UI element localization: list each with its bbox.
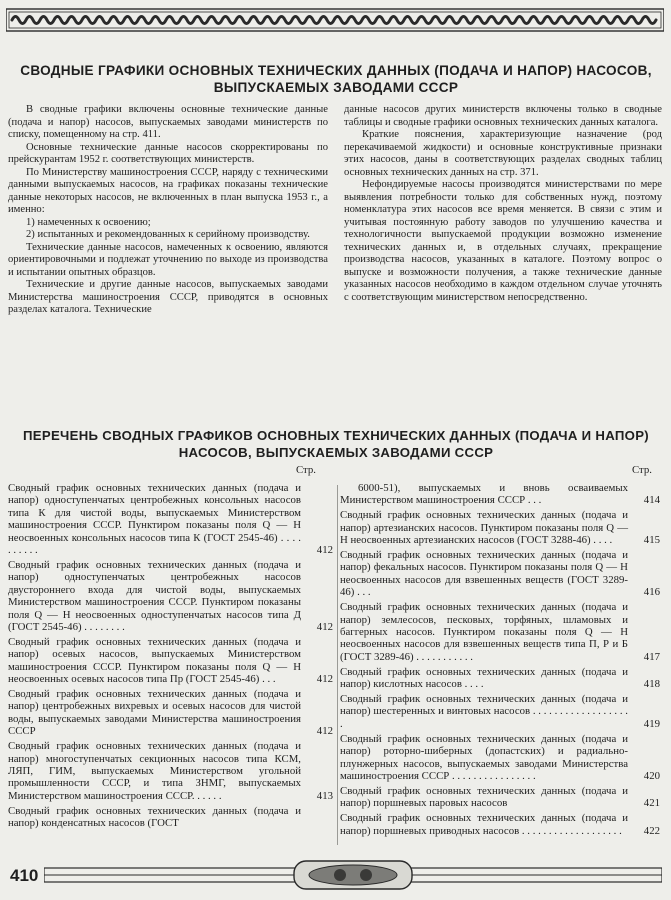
toc-entry-page: 417 [643,650,660,663]
toc-entry-text: Сводный график основных технических данных (подача и напор) одноступенчатых центробежных консольных насосов типа К для чистой воды, выпускаемых Министерством машиностроения СССР. Пунктиром показаны поля Q — H неосвоенных консольных насосов типа К (ГОСТ 2545-46) . . . . . . . . . . [8,482,301,557]
toc-entry-page: 412 [316,673,333,686]
toc-entry [8,482,333,556]
page-column-label: Стр. [632,464,653,476]
toc-entry-text: Сводный график основных технических данных (подача и напор) артезианских насосов. Пунктиром показаны поля Q — H неосвоенных артезианских насосов (ГОСТ 3288-46) . . . . [340,509,628,547]
toc-entry-text: Сводный график основных технических данных (подача и напор) роторно-шиберных (допастских) и радиально-плунжерных насосов, выпускаемых заводами Министерства машиностроения СССР . . . . . . . . . . . . . . . . [340,732,628,782]
toc-entry-text: 6000-51), выпускаемых и вновь осваиваемых Министерством машиностроения СССР . . . [340,482,628,507]
toc-entry-text: Сводный график основных технических данных (подача и напор) многоступенчатых секционных насосов типа КСМ, ЛЯП, ГИМ, выпускаемых Министерством угольной промышленности СССР, и типа ЗНМГ, выпускаемых Министерством машиностроения СССР. . . . . . [8,740,301,802]
intro-paragraph: Нефондируемые насосы производятся министерствами по мере выявления потребности только для собственных нужд, поэтому номенклатура этих насосов все время меняется. В связи с этим и учитывая постоянную работу заводов по улучшению качества и технологичности выпускаемой продукции возможно изменение технических данных и, в отдельных случаях, прекращение производства насосов, указанных в каталоге. Поэтому вопрос о выпуске и возможности получения, а также технические данные указанных насосов необходимо в каждом отдельном случае уточнять с соответствующим министерством непосредственно. [344,179,662,303]
toc-entry-page: 422 [643,824,660,837]
toc-entry-text: Сводный график основных технических данных (подача и напор) конденсатных насосов (ГОСТ [8,804,301,830]
toc-entry-text: Сводный график основных технических данных (подача и напор) землесосов, песковых, торфяных, шламовых и баггерных насосов. Пунктиром показаны поля Q — H неосвоенных насосов для взвешенных веществ типа П, Р и Б (ГОСТ 3289-46) . . . . . . . . . . . [340,601,628,663]
toc-entry-page: 412 [316,725,333,738]
toc-left-column [8,482,333,832]
top-ornament-border [6,8,664,32]
toc-entry [340,785,660,810]
toc-entry-text: Сводный график основных технических данных (подача и напор) осевых насосов, выпускаемых Министерством машиностроения СССР. Пунктиром показаны поля Q — H неосвоенных осевых насосов типа Пр (ГОСТ 2545-46) . . . [8,635,301,686]
intro-paragraph: В сводные графики включены основные технические данные (подача и напор) насосов, выпускаемых заводами министерств по списку, помещенному на стр. 411. [8,104,328,140]
toc-entry [340,812,660,837]
toc-entry-page: 421 [643,797,660,810]
toc-entry [8,805,333,830]
intro-right-column [344,104,662,304]
toc-entry-text: Сводный график основных технических данных (подача и напор) шестеренных и винтовых насосов . . . . . . . . . . . . . . . . . . . [340,693,628,730]
toc-entry-page: 412 [316,620,333,633]
toc-entry [340,482,660,507]
intro-list-item: 1) намеченных к освоению; [26,216,151,228]
toc-entry [8,559,333,633]
toc-entry-page: 419 [643,717,660,730]
toc-entry [340,601,660,663]
page-column-label: Стр. [296,464,317,476]
toc-entry-text: Сводный график основных технических данных (подача и напор) кислотных насосов . . . . [340,665,628,691]
toc-entry-page: 413 [316,789,333,802]
toc-entry-text: Сводный график основных технических данных (подача и напор) поршневых приводных насосов . . . . . . . . . . . . . . . . . . . [340,812,628,837]
page-title: СВОДНЫЕ ГРАФИКИ ОСНОВНЫХ ТЕХНИЧЕСКИХ ДАННЫХ (ПОДАЧА И НАПОР) НАСОСОВ, ВЫПУСКАЕМЫХ ЗАВОДАМИ СССР [20,63,652,95]
intro-left-column [8,104,328,317]
toc-entry-page: 412 [316,544,333,557]
toc-right-column [340,482,660,839]
toc-entry [8,636,333,686]
toc-entry [340,733,660,783]
toc-entry-page: 415 [643,534,660,547]
intro-paragraph: Технические и другие данные насосов, выпускаемых заводами Министерства машиностроения СССР, приводятся в основных разделах каталога. Технические [8,279,328,315]
intro-list-item: 2) испытанных и рекомендованных к серийному производству. [26,229,310,240]
toc-entry [340,666,660,691]
intro-paragraph: По Министерству машиностроения СССР, наряду с техническими данными выпускаемых насосов, на графиках показаны технические данные некоторых насосов, не включенных в план выпуска 1953 г., а именно: [8,166,328,215]
toc-entry [8,740,333,802]
toc-entry-text: Сводный график основных технических данных (подача и напор) фекальных насосов. Пунктиром показаны поля Q — H неосвоенных насосов для взвешенных веществ (ГОСТ 3289-46) . . . [340,549,628,599]
toc-entry-text: Сводный график основных технических данных (подача и напор) одноступенчатых центробежных насосов двустороннего входа для чистой воды, выпускаемых Министерством машиностроения СССР. Пунктиром показаны поля Q — H неосвоенных одноступенчатых насосов типа Д (ГОСТ 2545-46) . . . . . . . . [8,558,301,633]
toc-entry [340,509,660,546]
toc-entry-page: 414 [643,494,660,507]
intro-paragraph: Краткие пояснения, характеризующие назначение (род перекачиваемой жидкости) и основные конструктивные признаки этих насосов, даны в соответствующих разделах сводных таблиц основных технических данных на стр. 371. [344,129,662,178]
toc-entry-page: 418 [643,678,660,691]
toc-entry-page: 416 [643,586,660,599]
toc-title: ПЕРЕЧЕНЬ СВОДНЫХ ГРАФИКОВ ОСНОВНЫХ ТЕХНИЧЕСКИХ ДАННЫХ (ПОДАЧА И НАПОР) НАСОСОВ, ВЫПУСКАЕМЫХ ЗАВОДАМИ СССР [22,428,650,460]
toc-entry-text: Сводный график основных технических данных (подача и напор) поршневых паровых насосов [340,784,628,810]
intro-paragraph: данные насосов других министерств включены только в сводные таблицы и сводные графики основных технических данных каталога. [344,104,662,128]
toc-entry [340,549,660,599]
intro-paragraph: Основные технические данные насосов скорректированы по прейскурантам 1952 г. соответствующих министерств. [8,141,328,165]
column-divider [337,485,338,845]
bottom-ornament-border [44,860,662,890]
toc-entry-text: Сводный график основных технических данных (подача и напор) центробежных вихревых и осевых насосов для чистой воды, выпускаемых заводами Министерства машиностроения СССР [8,688,301,738]
intro-paragraph: Технические данные насосов, намеченных к освоению, являются ориентировочными и подлежат уточнению по выходе из производства и испытании опытных образцов. [8,241,328,278]
page-number: 410 [10,866,39,885]
toc-entry [8,688,333,738]
toc-entry [340,693,660,730]
toc-entry-page: 420 [643,769,660,782]
